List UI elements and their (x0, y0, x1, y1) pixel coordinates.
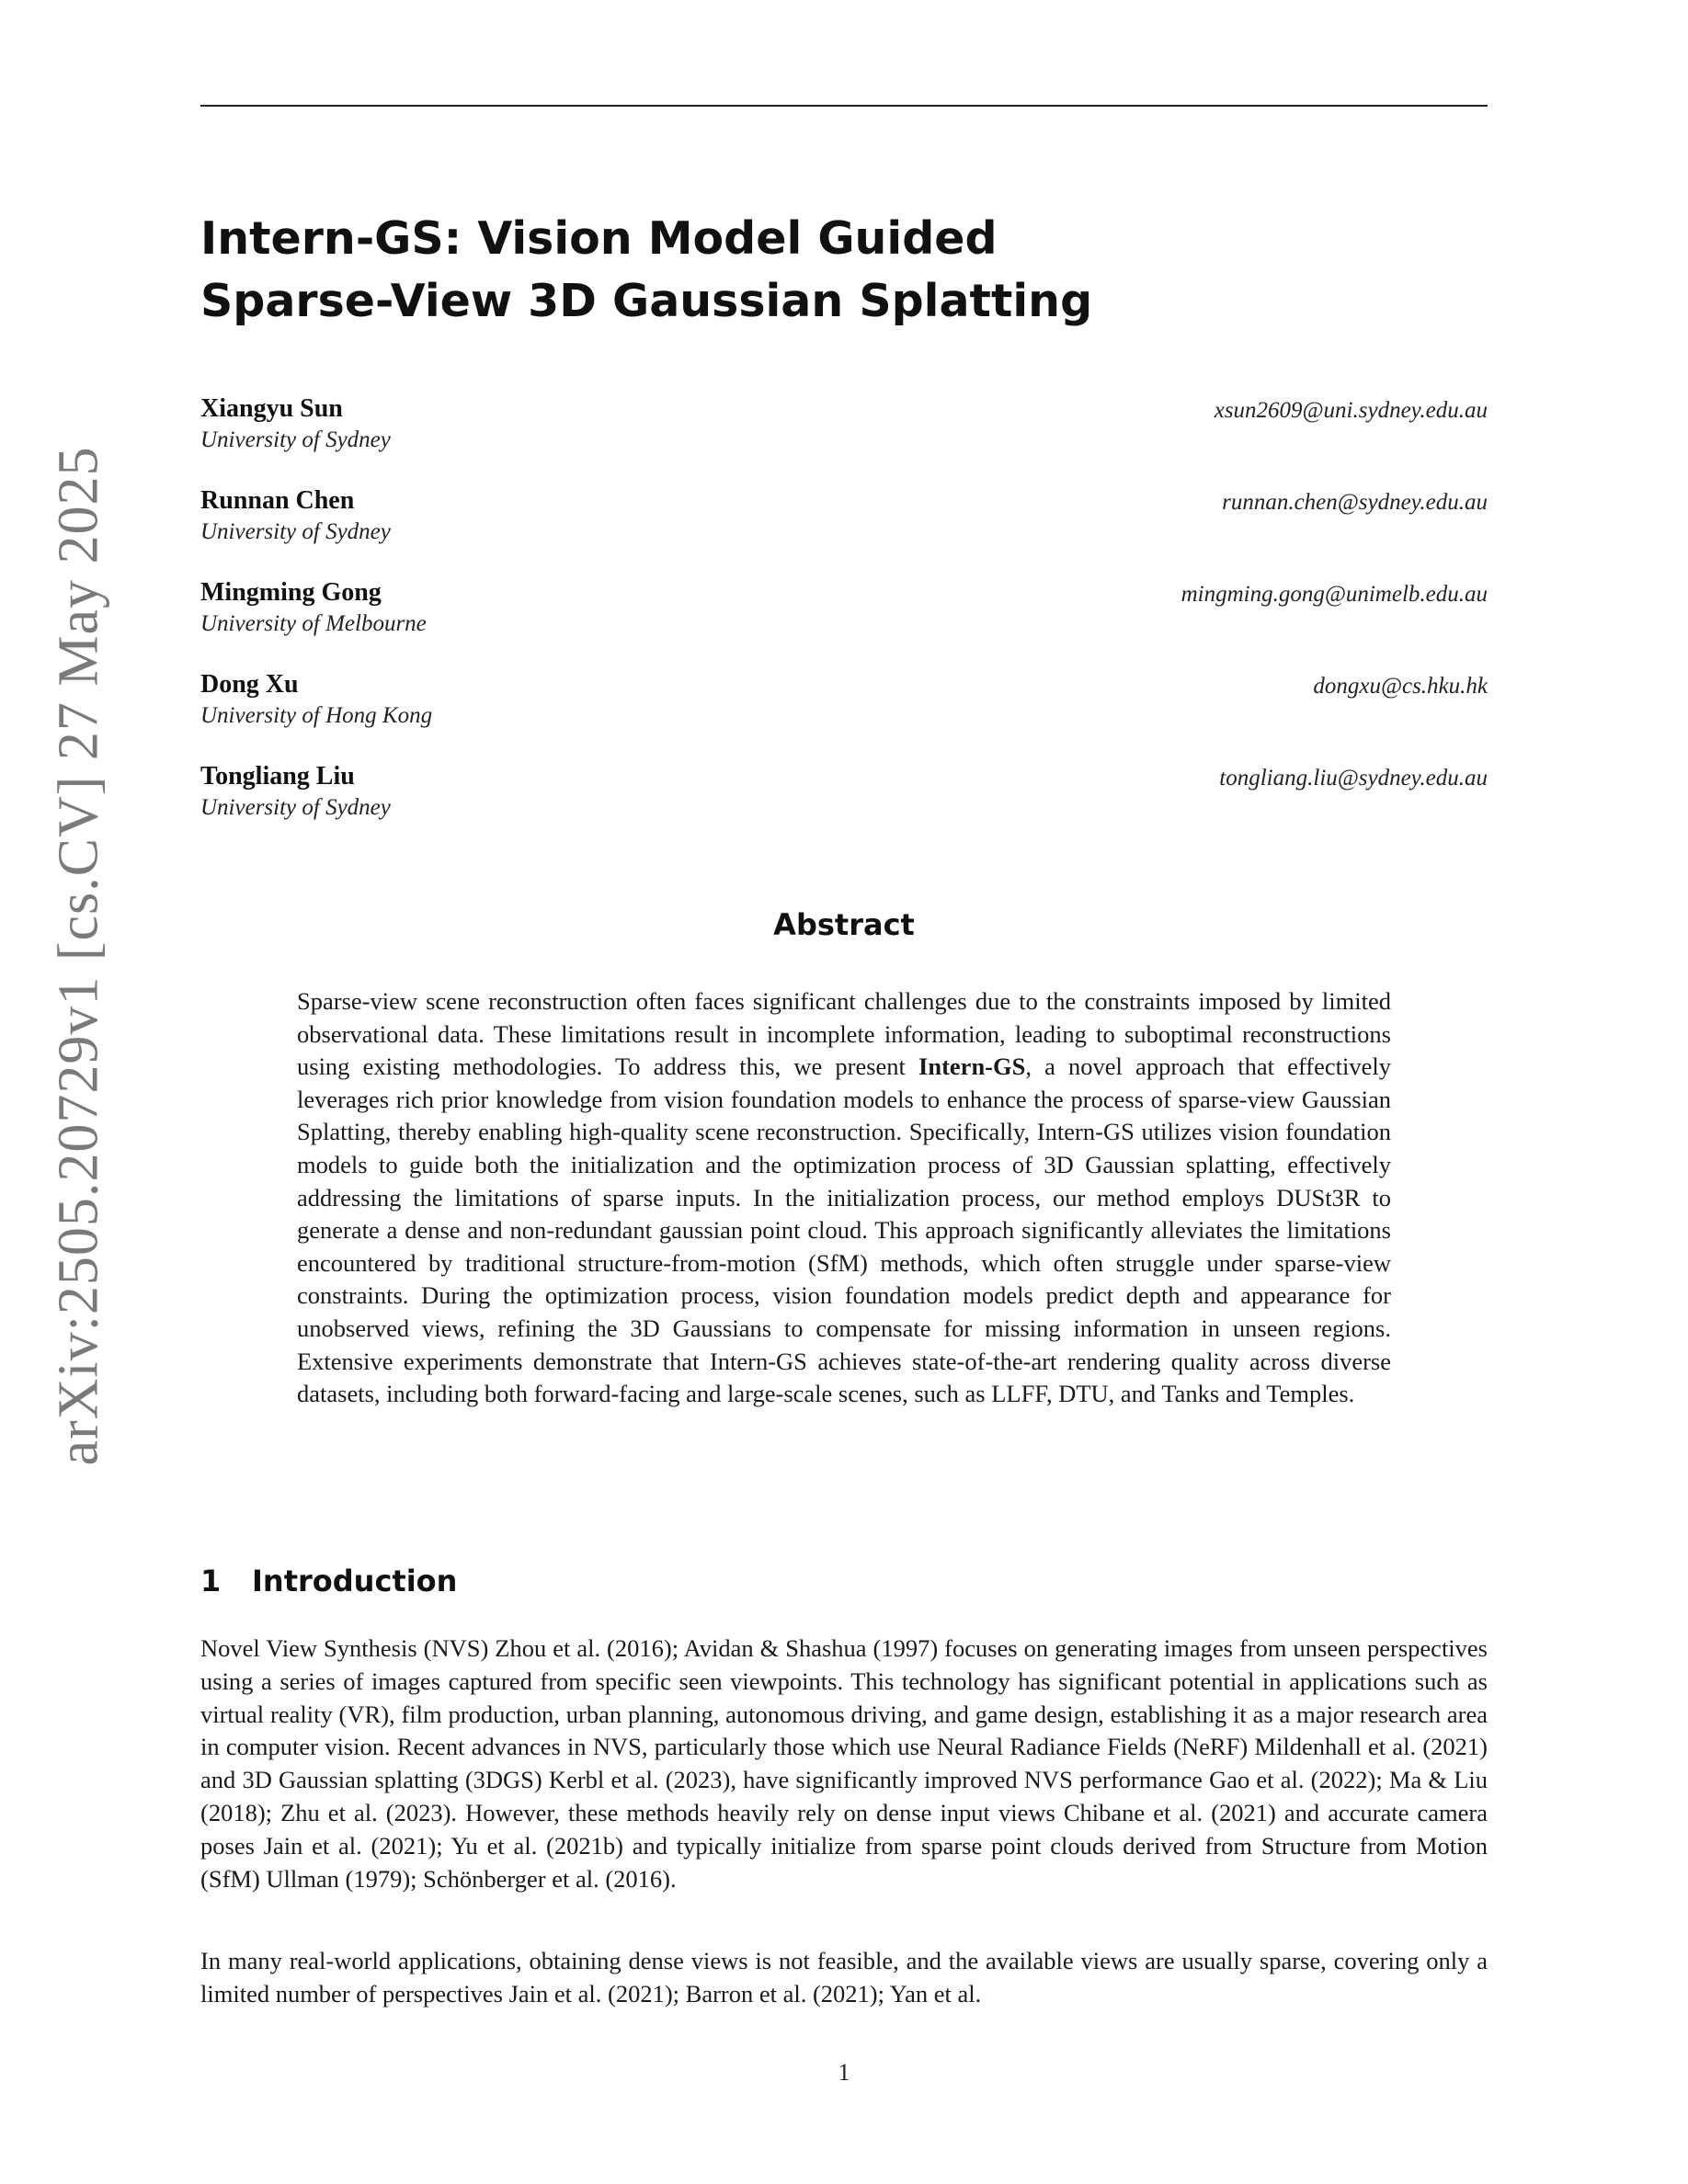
paper-title (200, 208, 1304, 333)
page-number: 1 (838, 2059, 850, 2086)
author-name: Runnan Chen (200, 486, 355, 515)
abstract-body (297, 985, 1391, 1411)
author-block (200, 393, 1488, 456)
author-block (200, 485, 1488, 548)
section-title: Introduction (252, 1564, 458, 1598)
abstract-text-rest: , a novel approach that effectively leverages rich prior knowledge from vision foundation models to enhance the process of sparse-view Gaussian Splatting, thereby enabling high-quality scene reconstruction. Specifically, Intern-GS utilizes vision foundation models to guide both the initialization and the optimization process of 3D Gaussian splatting, effectively addressing the limitations of sparse inputs. In the initialization process, our method employs DUSt3R to generate a dense and non-redundant gaussian point cloud. This approach significantly alleviates the limitations encountered by traditional structure-from-motion (SfM) methods, which often struggle under sparse-view constraints. During the optimization process, vision foundation models predict depth and appearance for unobserved views, refining the 3D Gaussians to compensate for missing information in unseen regions. Extensive experiments demonstrate that Intern-GS achieves state-of-the-art rendering quality across diverse datasets, including both forward-facing and large-scale scenes, such as LLFF, DTU, and Tanks and Temples. (297, 1052, 1391, 1408)
method-name: Intern-GS (918, 1052, 1026, 1081)
author-name: Dong Xu (200, 670, 299, 699)
author-block (200, 669, 1488, 732)
section-heading-introduction (200, 1563, 457, 1599)
author-block (200, 577, 1488, 640)
title-line-2: Sparse-View 3D Gaussian Splatting (200, 275, 1093, 327)
author-affiliation: University of Hong Kong (200, 703, 433, 728)
header-rule (200, 105, 1488, 107)
author-block (200, 761, 1488, 824)
author-name: Tongliang Liu (200, 762, 355, 791)
author-email[interactable]: xsun2609@uni.sydney.edu.au (1214, 398, 1488, 423)
abstract-text-start: Sparse-view scene reconstruction often faces significant challenges due to the constraints imposed by limited observational data. These limitations result in incomplete information, leading to suboptimal reconstructions using existing methodologies. To address this, we present (297, 987, 1391, 1081)
title-line-1: Intern-GS: Vision Model Guided (200, 212, 998, 265)
author-email[interactable]: mingming.gong@unimelb.edu.au (1180, 582, 1488, 607)
author-affiliation: University of Sydney (200, 427, 391, 452)
author-affiliation: University of Melbourne (200, 611, 427, 636)
author-name: Xiangyu Sun (200, 394, 343, 423)
author-affiliation: University of Sydney (200, 519, 391, 544)
arxiv-identifier-stamp: arXiv:2505.20729v1 [cs.CV] 27 May 2025 (47, 446, 110, 1466)
intro-paragraph: Novel View Synthesis (NVS) Zhou et al. (2016); Avidan & Shashua (1997) focuses on generating images from unseen perspectives using a series of images captured from specific seen viewpoints. This technology has significant potential in applications such as virtual reality (VR), film production, urban planning, autonomous driving, and game design, establishing it as a major research area in computer vision. Recent advances in NVS, particularly those which use Neural Radiance Fields (NeRF) Mildenhall et al. (2021) and 3D Gaussian splatting (3DGS) Kerbl et al. (2023), have significantly improved NVS performance Gao et al. (2022); Ma & Liu (2018); Zhu et al. (2023). However, these methods heavily rely on dense input views Chibane et al. (2021) and accurate camera poses Jain et al. (2021); Yu et al. (2021b) and typically initialize from sparse point clouds derived from Structure from Motion (SfM) Ullman (1979); Schönberger et al. (2016). (200, 1634, 1488, 1893)
section-number: 1 (200, 1564, 222, 1598)
author-name: Mingming Gong (200, 578, 382, 607)
author-email[interactable]: runnan.chen@sydney.edu.au (1222, 490, 1488, 515)
author-affiliation: University of Sydney (200, 795, 391, 820)
author-email[interactable]: dongxu@cs.hku.hk (1313, 674, 1488, 699)
author-email[interactable]: tongliang.liu@sydney.edu.au (1219, 766, 1488, 791)
intro-paragraph: In many real-world applications, obtaining dense views is not feasible, and the available views are usually sparse, covering only a limited number of perspectives Jain et al. (2021); Barron et al. (2021); Yan et al. (200, 1947, 1488, 2008)
abstract-heading: Abstract (773, 907, 915, 942)
